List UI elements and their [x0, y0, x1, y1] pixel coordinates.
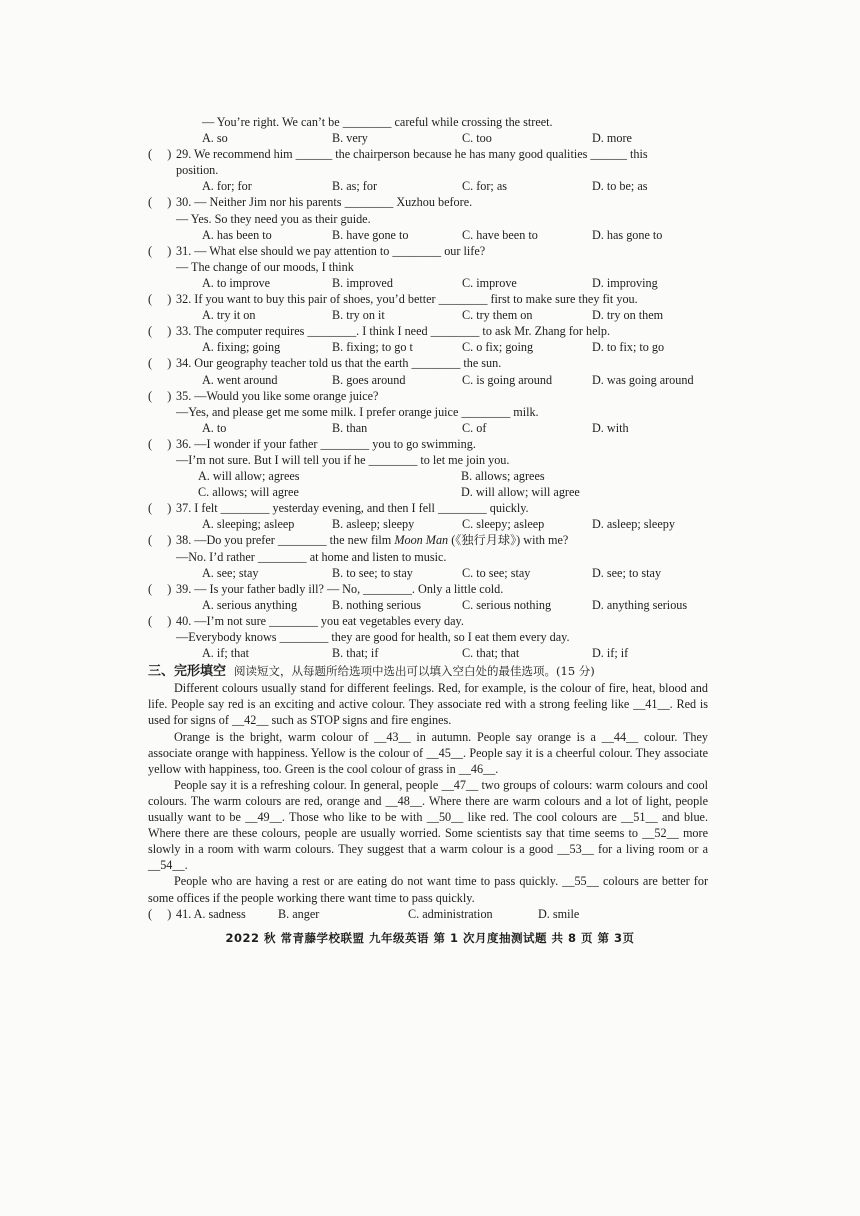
section-instruction: 阅读短文，从每题所给选项中选出可以填入空白处的最佳选项。(15 分) — [234, 664, 595, 679]
option-b: B. nothing serious — [332, 597, 422, 612]
answer-parenthesis: ( ) — [148, 581, 172, 596]
question-stem: 32. If you want to buy this pair of shoes, you’d better ________ first to make sure they fit you. — [176, 292, 638, 307]
option-a: A. fixing; going — [202, 340, 281, 355]
passage-paragraph-3: People say it is a refreshing colour. In general, people __47__ two groups of colours: warm colours and cool colours. The warm colours are red, orange and __48__. Where there are warm colours and a lot of light, people usually want to be __49__. Those who like to be with __50__ like red. The cool colours are __51__ and blue. Where there are these colours, people are usually worried. Some scientists say that time seems to __52__ more slowly in a room with warm colours. They suggest that a warm colour is a good __53__ for a living room or a __54__. — [148, 777, 708, 873]
passage-paragraph-4: People who are having a rest or are eating do not want time to pass quickly. __55__ colours are better for some offices if the people working there want time to pass quickly. — [148, 874, 708, 905]
question-item — [148, 355, 708, 387]
answer-parenthesis: ( ) — [148, 147, 172, 162]
question-item — [148, 388, 708, 436]
option-a: A. to — [202, 420, 227, 435]
question-stem: 30. — Neither Jim nor his parents ________ Xuzhou before. — [176, 195, 473, 210]
option-a: A. went around — [202, 372, 278, 387]
option-c: C. allows; will agree — [198, 485, 299, 500]
option-d: D. more — [592, 131, 632, 146]
option-a: A. if; that — [202, 646, 250, 661]
question-item — [148, 194, 708, 242]
option-d: D. was going around — [592, 372, 694, 387]
question-item — [148, 613, 708, 661]
answer-parenthesis: ( ) — [148, 906, 172, 921]
option-a: A. to improve — [202, 275, 271, 290]
question-line: — Yes. So they need you as their guide. — [176, 211, 371, 226]
option-d: D. has gone to — [592, 227, 663, 242]
option-c: C. too — [462, 131, 492, 146]
question-item — [148, 581, 708, 613]
question-item — [148, 323, 708, 355]
question-stem-part: 38. —Do you prefer ________ the new film — [176, 533, 395, 548]
question-options — [148, 372, 708, 388]
option-c: C. have been to — [462, 227, 538, 242]
question-stem: 36. —I wonder if your father ________ you to go swimming. — [176, 436, 476, 451]
option-b: B. try on it — [332, 308, 385, 323]
question-options — [148, 275, 708, 291]
option-d: D. asleep; sleepy — [592, 517, 675, 532]
question-28-dialog: — You’re right. We can’t be ________ careful while crossing the street. — [202, 115, 553, 129]
answer-parenthesis: ( ) — [148, 533, 172, 548]
section-number: 三、 — [148, 664, 175, 680]
option-a: A. serious anything — [202, 597, 298, 612]
option-c: C. o fix; going — [462, 340, 534, 355]
option-d: D. see; to stay — [592, 565, 662, 580]
page-footer: 2022 秋 常青藤学校联盟 九年级英语 第 1 次月度抽测试题 共 8 页 第 3页 — [225, 931, 635, 945]
option-b: B. as; for — [332, 179, 378, 194]
question-options — [148, 468, 708, 484]
question-line: —No. I’d rather ________ at home and listen to music. — [176, 549, 447, 564]
option-d: D. if; if — [592, 646, 629, 661]
option-d: D. to fix; to go — [592, 340, 665, 355]
option-d: D. improving — [592, 275, 658, 290]
option-c: C. serious nothing — [462, 597, 552, 612]
option-a: A. try it on — [202, 308, 256, 323]
question-stem: 33. The computer requires ________. I think I need ________ to ask Mr. Zhang for help. — [176, 324, 611, 339]
exam-content — [148, 114, 708, 922]
option-c: C. administration — [408, 906, 493, 921]
question-41-first: 41. A. sadness — [176, 906, 246, 921]
option-b: B. fixing; to go t — [332, 340, 413, 355]
option-a: A. see; stay — [202, 565, 259, 580]
question-line: position. — [176, 163, 219, 178]
question-options — [148, 597, 708, 613]
question-item — [148, 532, 708, 580]
answer-parenthesis: ( ) — [148, 388, 172, 403]
question-list — [148, 146, 708, 661]
question-stem: 37. I felt ________ yesterday evening, and then I fell ________ quickly. — [176, 501, 529, 516]
question-stem-part: (《独行月球》) with me? — [448, 533, 569, 548]
question-line: —Yes, and please get me some milk. I prefer orange juice ________ milk. — [176, 404, 539, 419]
option-a: A. so — [202, 131, 228, 146]
question-item — [148, 146, 708, 194]
option-b: B. improved — [332, 275, 393, 290]
question-item — [148, 291, 708, 323]
answer-parenthesis: ( ) — [148, 243, 172, 258]
question-options — [148, 307, 708, 323]
answer-parenthesis: ( ) — [148, 613, 172, 628]
question-item — [148, 436, 708, 500]
question-options — [148, 227, 708, 243]
passage-paragraph-2: Orange is the bright, warm colour of __43__ in autumn. People say orange is a __44__ colour. They associate orange with happiness. Yellow is the colour of __45__. People say it is a cheerful colour. They associate yellow with happiness, too. Green is the cool colour of grass in __46__. — [148, 729, 708, 776]
option-c: C. sleepy; asleep — [462, 517, 545, 532]
question-options — [148, 645, 708, 661]
question-line: — The change of our moods, I think — [176, 259, 354, 274]
option-a: A. has been to — [202, 227, 272, 242]
option-b: B. anger — [278, 906, 320, 921]
question-stem: 31. — What else should we pay attention to ________ our life? — [176, 243, 486, 258]
option-c: C. that; that — [462, 646, 520, 661]
answer-parenthesis: ( ) — [148, 195, 172, 210]
option-b: B. very — [332, 131, 368, 146]
option-a: A. sleeping; asleep — [202, 517, 295, 532]
question-stem: 40. —I’m not sure ________ you eat vegetables every day. — [176, 613, 464, 628]
question-options — [148, 516, 708, 532]
option-c: C. for; as — [462, 179, 508, 194]
answer-parenthesis: ( ) — [148, 436, 172, 451]
option-d: D. with — [592, 420, 629, 435]
answer-parenthesis: ( ) — [148, 324, 172, 339]
option-d: D. to be; as — [592, 179, 648, 194]
question-stem: 35. —Would you like some orange juice? — [176, 388, 379, 403]
question-item — [148, 500, 708, 532]
option-d: D. will allow; will agree — [461, 485, 580, 500]
option-a: A. for; for — [202, 179, 252, 194]
question-stem: 29. We recommend him ______ the chairperson because he has many good qualities ______ this — [176, 147, 648, 162]
answer-parenthesis: ( ) — [148, 356, 172, 371]
question-item — [148, 243, 708, 291]
option-c: C. improve — [462, 275, 517, 290]
option-d: D. smile — [538, 906, 580, 921]
question-line: —I’m not sure. But I will tell you if he ________ to let me join you. — [176, 452, 510, 467]
question-options — [148, 339, 708, 355]
answer-parenthesis: ( ) — [148, 501, 172, 516]
option-b: B. than — [332, 420, 368, 435]
option-b: B. have gone to — [332, 227, 409, 242]
cloze-passage — [148, 680, 708, 905]
option-d: D. try on them — [592, 308, 664, 323]
passage-paragraph-1: Different colours usually stand for different feelings. Red, for example, is the colour of fire, heat, blood and life. People say red is an exciting and active colour. They associate red with a strong feeling like __41__. Red is used for signs of __42__ such as STOP signs and fire engines. — [148, 681, 708, 728]
question-options — [148, 420, 708, 436]
option-c: C. is going around — [462, 372, 553, 387]
option-b: B. goes around — [332, 372, 406, 387]
question-stem — [176, 532, 708, 548]
option-b: B. asleep; sleepy — [332, 517, 415, 532]
option-c: C. try them on — [462, 308, 533, 323]
answer-parenthesis: ( ) — [148, 292, 172, 307]
section-title: 完形填空 — [174, 664, 227, 680]
question-41 — [148, 906, 708, 922]
option-b: B. to see; to stay — [332, 565, 413, 580]
question-options — [148, 178, 708, 194]
option-b: B. allows; agrees — [461, 469, 545, 484]
option-c: C. of — [462, 420, 487, 435]
question-stem: 34. Our geography teacher told us that the earth ________ the sun. — [176, 356, 502, 371]
question-stem: 39. — Is your father badly ill? — No, ________. Only a little cold. — [176, 581, 504, 596]
film-title: Moon Man — [394, 533, 449, 548]
question-28-options — [148, 130, 708, 146]
section-3-header — [148, 663, 708, 680]
question-options — [148, 484, 708, 500]
option-d: D. anything serious — [592, 597, 688, 612]
option-a: A. will allow; agrees — [198, 469, 300, 484]
option-c: C. to see; stay — [462, 565, 531, 580]
option-b: B. that; if — [332, 646, 379, 661]
question-line: —Everybody knows ________ they are good for health, so I eat them every day. — [176, 630, 570, 644]
question-options — [148, 565, 708, 581]
